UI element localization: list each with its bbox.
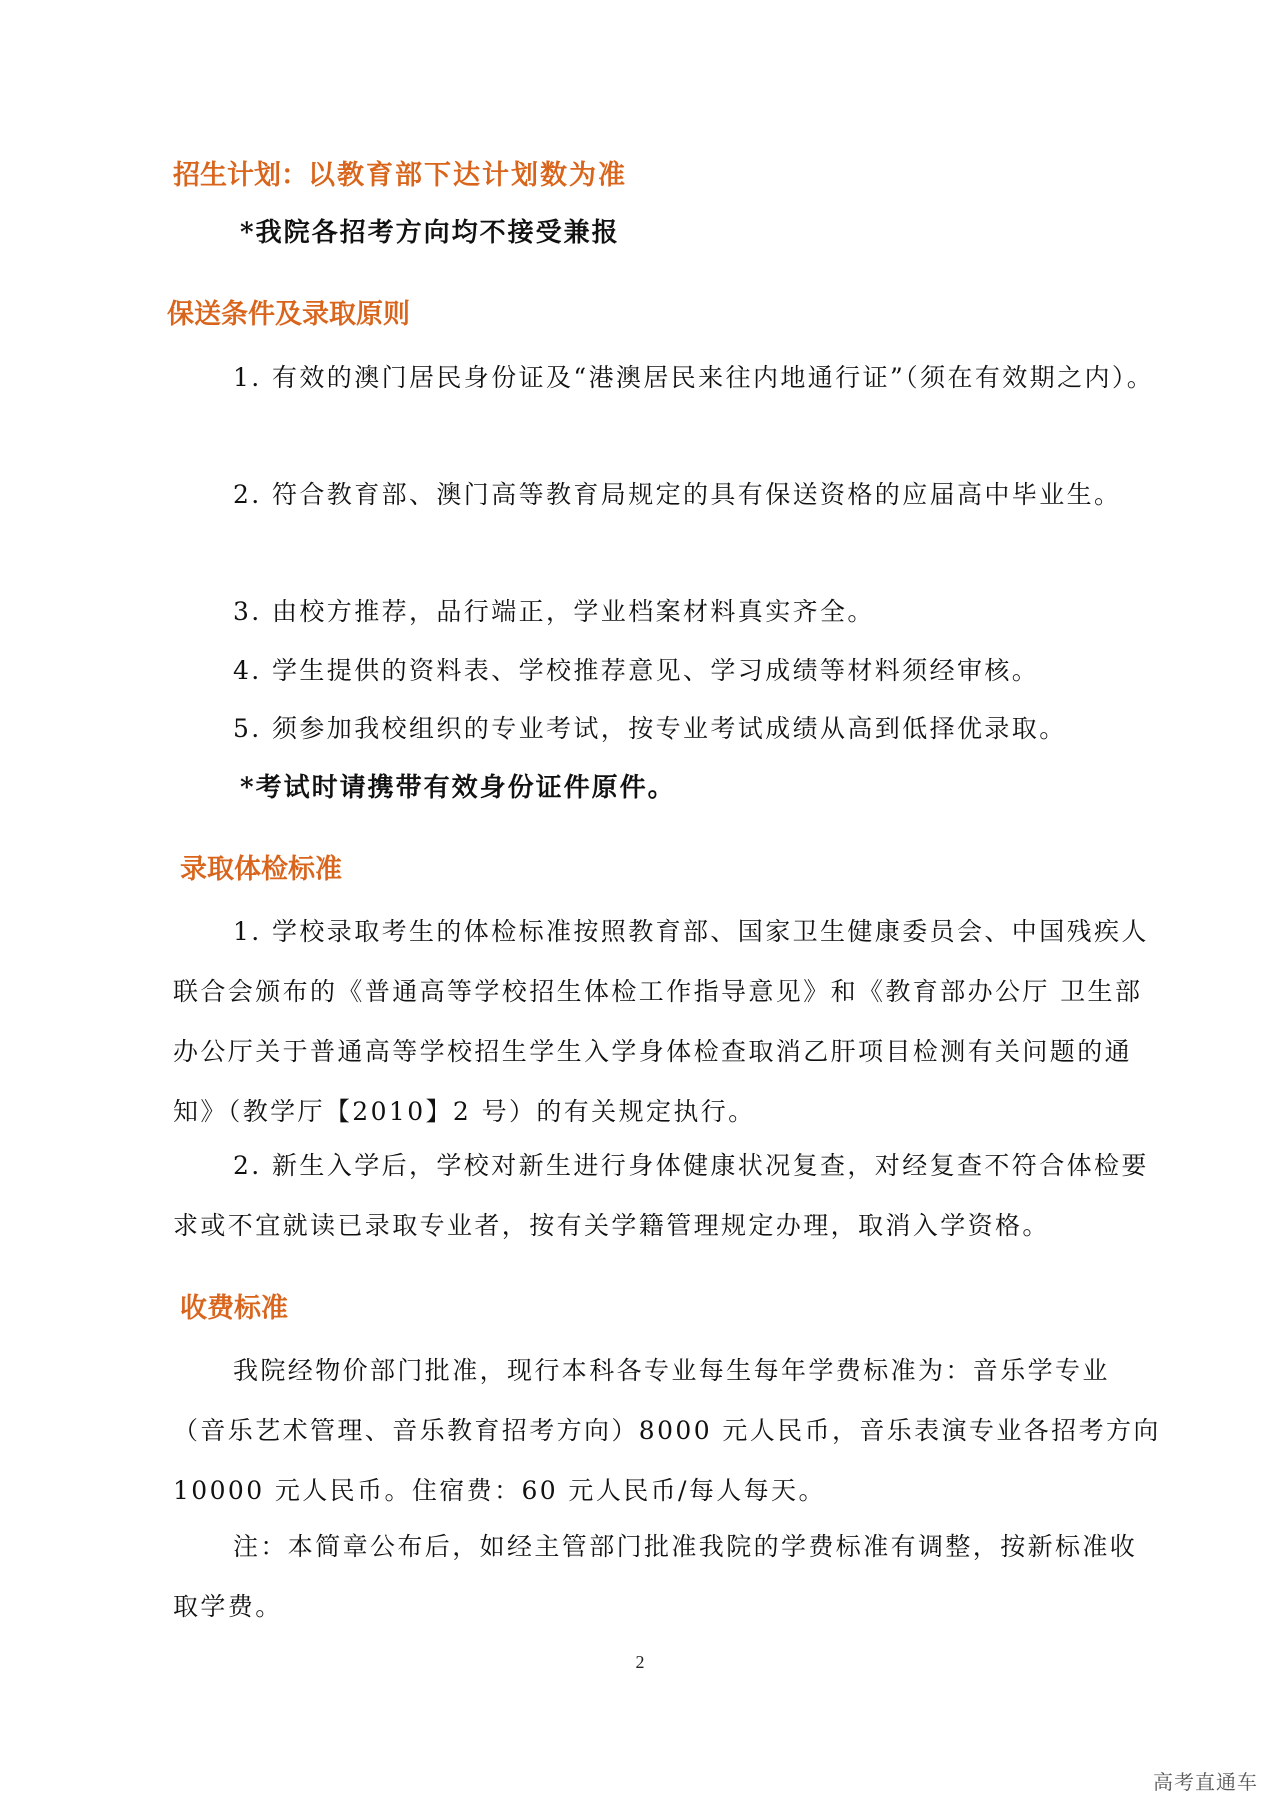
guarantee-item-3: 3. 由校方推荐，品行端正，学业档案材料真实齐全。: [233, 597, 875, 626]
health-item-1: 1. 学校录取考生的体检标准按照教育部、国家卫生健康委员会、中国残疾人联合会颁布的《普通高等学校招生体检工作指导意见》和《教育部办公厅 卫生部办公厅关于普通高等学校招生学生入学身体检查取消乙肝项目检测有关问题的通知》（教学厅【2010】2 号）的有关规定执行。: [173, 917, 1149, 1126]
fees-paragraph: 我院经物价部门批准，现行本科各专业每生每年学费标准为：音乐学专业（音乐艺术管理、音乐教育招考方向）8000 元人民币，音乐表演专业各招考方向 10000 元人民币。住宿费：60 元人民币/每人每天。: [173, 1356, 1161, 1505]
source-watermark: 高考直通车: [1153, 1770, 1258, 1794]
guarantee-item-4: 4. 学生提供的资料表、学校推荐意见、学习成绩等材料须经审核。: [233, 656, 1040, 685]
guarantee-item-2: 2. 符合教育部、澳门高等教育局规定的具有保送资格的应届高中毕业生。: [233, 480, 1122, 509]
fees-adjustment-note: 注：本简章公布后，如经主管部门批准我院的学费标准有调整，按新标准收取学费。: [173, 1532, 1138, 1621]
guarantee-item-5: 5. 须参加我校组织的专业考试，按专业考试成绩从高到低择优录取。: [233, 714, 1067, 743]
exam-id-note: *考试时请携带有效身份证件原件。: [240, 773, 676, 803]
enrollment-plan-value: 以教育部下达计划数为准: [308, 160, 627, 191]
enrollment-plan-heading: [173, 159, 627, 193]
no-dual-application-note: *我院各招考方向均不接受兼报: [240, 218, 620, 248]
page-number: 2: [635, 1652, 645, 1672]
guarantee-item-1: 1. 有效的澳门居民身份证及“港澳居民来往内地通行证”（须在有效期之内）。: [233, 363, 1155, 392]
enrollment-plan-label: 招生计划：: [173, 160, 308, 191]
guarantee-section-title: 保送条件及录取原则: [167, 299, 410, 330]
fees-section-title: 收费标准: [180, 1293, 288, 1324]
health-section-title: 录取体检标准: [180, 854, 342, 885]
health-item-2: 2. 新生入学后，学校对新生进行身体健康状况复查，对经复查不符合体检要求或不宜就读已录取专业者，按有关学籍管理规定办理，取消入学资格。: [173, 1151, 1149, 1240]
